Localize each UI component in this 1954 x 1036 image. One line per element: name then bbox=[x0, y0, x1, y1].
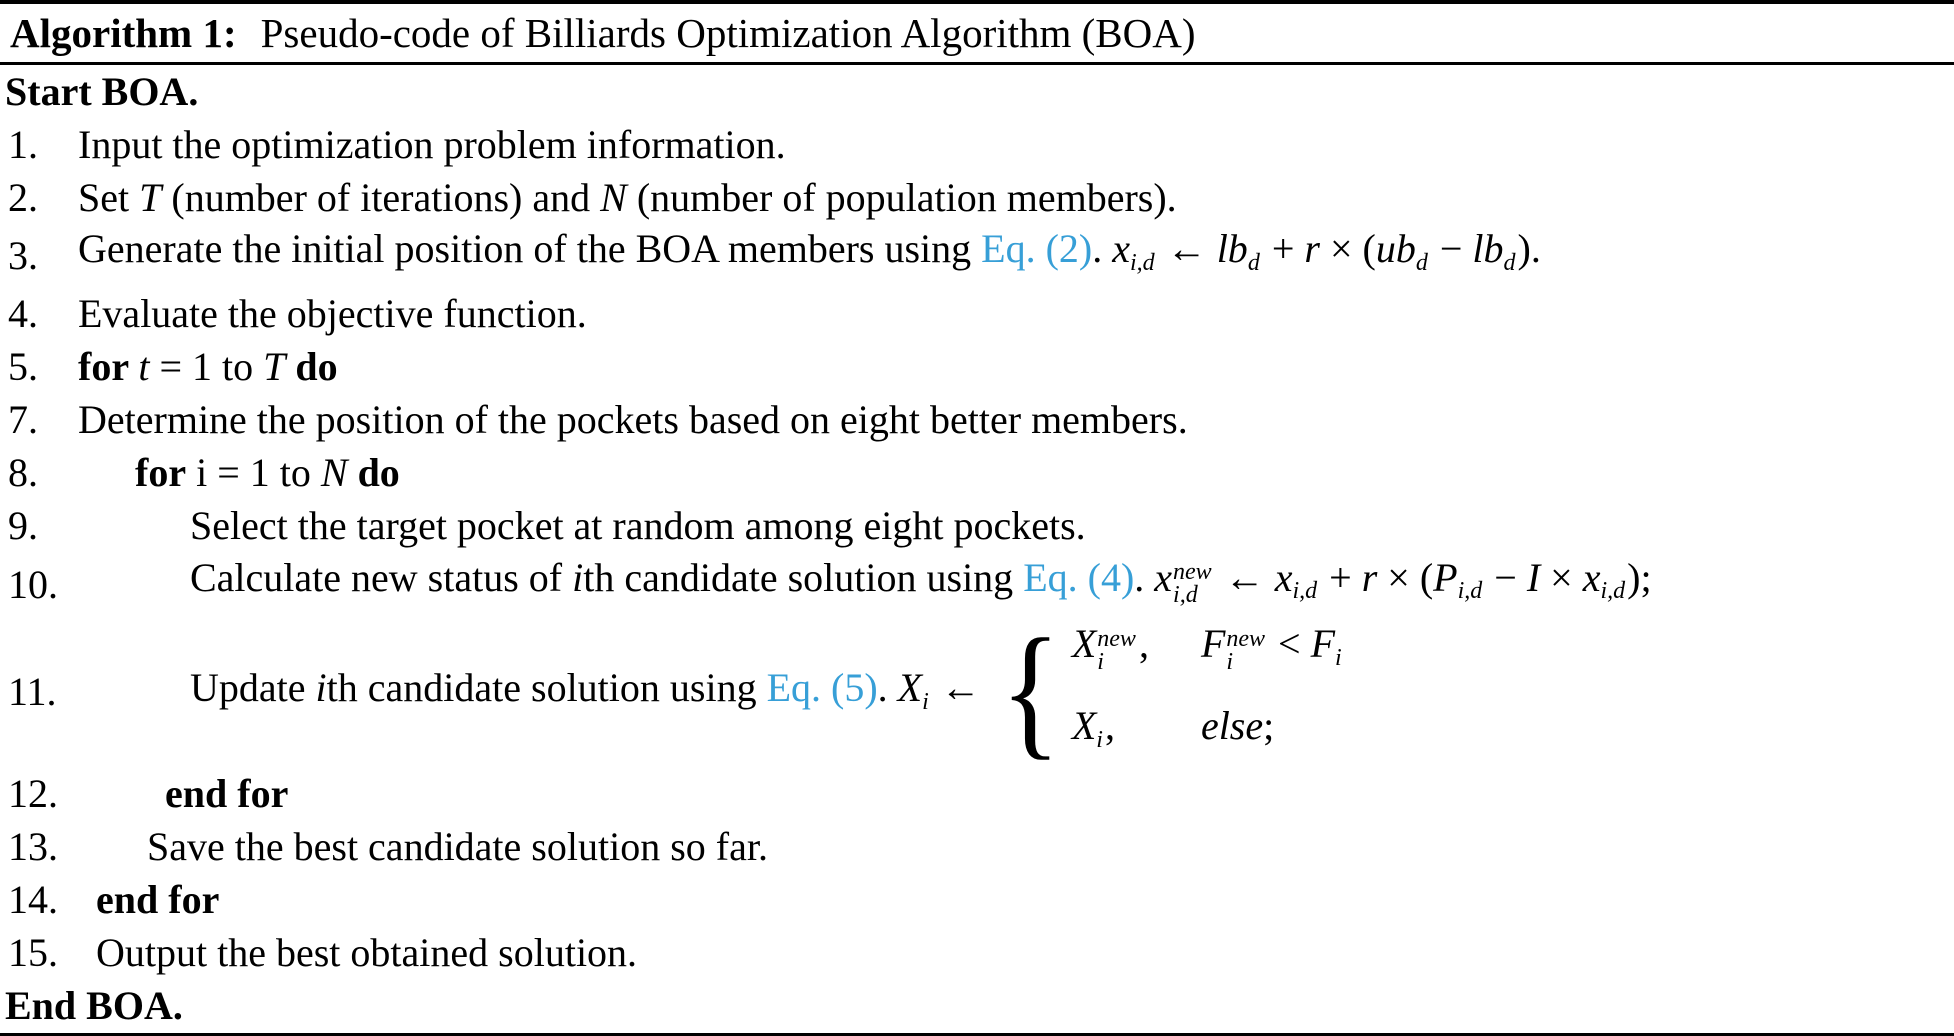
algorithm-line bbox=[0, 288, 1954, 341]
line-content bbox=[0, 289, 587, 339]
text-segment: (number of population members). bbox=[626, 174, 1177, 220]
line-content bbox=[0, 553, 1652, 617]
algorithm-line bbox=[0, 553, 1954, 617]
eq-reference-link[interactable]: Eq. (5) bbox=[766, 665, 878, 711]
bottom-rule bbox=[0, 1033, 1954, 1036]
math-token: ). bbox=[1517, 226, 1541, 271]
eq-reference-link[interactable]: Eq. (2) bbox=[981, 226, 1093, 271]
text-segment: Calculate new status of bbox=[190, 554, 573, 600]
subscript: d bbox=[1503, 249, 1516, 276]
subscript: i,d bbox=[1173, 582, 1198, 609]
line-content bbox=[0, 342, 338, 392]
algorithm-line bbox=[0, 394, 1954, 447]
line-number: 13. bbox=[8, 824, 58, 870]
line-number: 7. bbox=[8, 397, 38, 443]
line-number: 12. bbox=[8, 771, 58, 817]
line-number: 11. bbox=[8, 669, 57, 715]
case-expression bbox=[1072, 698, 1149, 768]
math-token: − bbox=[1429, 226, 1473, 271]
math-token: ; bbox=[1263, 703, 1275, 749]
math-token: ubd bbox=[1375, 226, 1428, 276]
line-content bbox=[0, 173, 1177, 223]
line-number: 5. bbox=[8, 344, 38, 390]
math-token: × ( bbox=[1319, 226, 1376, 271]
math-token: X new i bbox=[1071, 621, 1136, 676]
start-line bbox=[0, 65, 1954, 118]
line-number: 4. bbox=[8, 291, 38, 337]
text-segment: Generate the initial position of the BOA members using bbox=[78, 226, 982, 271]
text-segment: (number of iterations) and bbox=[161, 174, 601, 220]
text-segment: N bbox=[320, 450, 348, 496]
text-segment: for bbox=[135, 450, 187, 496]
math-token: lbd bbox=[1472, 226, 1516, 276]
text-segment: end for bbox=[165, 771, 289, 817]
text-segment: N bbox=[600, 174, 627, 220]
math-token: xi,d bbox=[1112, 226, 1155, 276]
eq-reference-link[interactable]: Eq. (4) bbox=[1023, 554, 1135, 600]
text-segment: Set bbox=[78, 174, 140, 220]
algorithm-line bbox=[0, 224, 1954, 288]
text-segment: T bbox=[139, 174, 162, 220]
text-segment: Evaluate the objective function. bbox=[78, 291, 587, 337]
math-token: + bbox=[1319, 554, 1362, 600]
text-segment: Select the target pocket at random among eight pockets. bbox=[190, 503, 1086, 549]
line-number: 3. bbox=[8, 232, 38, 278]
math-token: , bbox=[1138, 621, 1149, 667]
line-number: 10. bbox=[8, 561, 58, 607]
subscript: i bbox=[1096, 726, 1103, 753]
line-number: 1. bbox=[8, 121, 38, 167]
subscript: i bbox=[1335, 645, 1342, 672]
text-segment: . bbox=[1092, 226, 1113, 271]
subscript: i,d bbox=[1457, 578, 1483, 605]
case-condition bbox=[1201, 616, 1344, 686]
math-token: x new i,d bbox=[1154, 554, 1212, 609]
line-number: 8. bbox=[8, 450, 38, 496]
math-token: xi,d bbox=[1582, 554, 1626, 605]
math-token: r bbox=[1361, 554, 1378, 600]
line-content bbox=[0, 120, 786, 170]
end-line bbox=[0, 980, 1954, 1033]
math-token: else bbox=[1200, 703, 1264, 749]
math-token: , bbox=[1104, 703, 1115, 749]
cases-grid bbox=[1072, 616, 1344, 767]
text-segment: T bbox=[263, 344, 286, 390]
algorithm-label: Algorithm 1: bbox=[10, 10, 237, 56]
math-token: + bbox=[1261, 226, 1305, 271]
line-number: 14. bbox=[8, 877, 58, 923]
algorithm-line bbox=[0, 118, 1954, 171]
left-brace-icon: { bbox=[1000, 609, 1061, 774]
text-segment: th candidate solution using bbox=[326, 665, 767, 711]
line-content bbox=[0, 822, 768, 872]
text-segment: . bbox=[877, 665, 898, 711]
subscript: i,d bbox=[1292, 578, 1318, 605]
cases-block bbox=[995, 609, 1344, 774]
math-expression bbox=[1154, 554, 1652, 609]
subscript: i bbox=[1226, 649, 1234, 676]
text-segment: = 1 to bbox=[149, 344, 264, 390]
text-segment: do bbox=[285, 344, 338, 390]
algorithm-line bbox=[0, 447, 1954, 500]
text-segment: Save the best candidate solution so far. bbox=[147, 824, 768, 870]
line-content bbox=[0, 609, 1344, 774]
text-segment: i = 1 to bbox=[186, 450, 321, 496]
script-stack bbox=[1097, 628, 1136, 674]
subscript: i,d bbox=[1600, 578, 1626, 605]
text-segment: end for bbox=[96, 877, 220, 923]
script-stack bbox=[1226, 628, 1265, 674]
end-label: End BOA. bbox=[5, 983, 183, 1029]
math-token: Fi bbox=[1310, 621, 1342, 672]
line-content bbox=[0, 928, 637, 978]
superscript: new bbox=[1173, 559, 1212, 586]
line-content bbox=[0, 501, 1086, 551]
math-token: ← bbox=[1156, 226, 1217, 271]
line-number: 2. bbox=[8, 174, 38, 220]
algorithm-line bbox=[0, 821, 1954, 874]
math-token: Xi bbox=[1071, 703, 1103, 753]
math-token: r bbox=[1304, 226, 1320, 271]
text-segment: for bbox=[78, 344, 139, 390]
start-label: Start BOA. bbox=[5, 68, 199, 114]
subscript: d bbox=[1415, 249, 1428, 276]
line-number: 15. bbox=[8, 930, 58, 976]
math-token: ← bbox=[1214, 554, 1275, 600]
case-condition bbox=[1201, 698, 1344, 768]
text-segment: . bbox=[1134, 554, 1155, 600]
line-content bbox=[0, 224, 1541, 288]
text-segment: Update bbox=[190, 665, 316, 711]
algorithm-line bbox=[0, 341, 1954, 394]
line-content bbox=[0, 395, 1188, 445]
math-token: ); bbox=[1627, 554, 1652, 600]
text-segment: Input the optimization problem information. bbox=[78, 121, 786, 167]
algorithm-line bbox=[0, 500, 1954, 553]
math-token: < bbox=[1268, 621, 1311, 667]
algorithm-header bbox=[0, 4, 1954, 62]
math-token: lbd bbox=[1216, 226, 1260, 276]
case-expression bbox=[1072, 616, 1149, 686]
text-segment: t bbox=[138, 344, 150, 390]
algorithm-line bbox=[0, 768, 1954, 821]
math-expression bbox=[897, 665, 991, 715]
line-content bbox=[0, 448, 400, 498]
algorithm-body bbox=[0, 65, 1954, 1033]
superscript: new bbox=[1226, 626, 1266, 653]
text-segment: do bbox=[347, 450, 400, 496]
algorithm-line bbox=[0, 927, 1954, 980]
subscript: i,d bbox=[1130, 249, 1155, 276]
text-segment: th candidate solution using bbox=[583, 554, 1024, 600]
text-segment: i bbox=[572, 554, 584, 600]
math-token: xi,d bbox=[1274, 554, 1318, 605]
script-stack bbox=[1173, 561, 1212, 607]
text-segment: Output the best obtained solution. bbox=[96, 930, 638, 976]
math-expression bbox=[1112, 226, 1541, 276]
subscript: d bbox=[1247, 249, 1260, 276]
algorithm-lines bbox=[0, 118, 1954, 980]
algorithm-line bbox=[0, 609, 1954, 774]
math-token: ← bbox=[930, 665, 991, 711]
math-token: × bbox=[1540, 554, 1583, 600]
text-segment: Determine the position of the pockets based on eight better members. bbox=[78, 397, 1188, 443]
algorithm-line bbox=[0, 874, 1954, 927]
math-token: − bbox=[1484, 554, 1527, 600]
text-segment: i bbox=[315, 665, 327, 711]
math-token: × ( bbox=[1377, 554, 1434, 600]
superscript: new bbox=[1097, 626, 1136, 653]
algorithm-title: Pseudo-code of Billiards Optimization Algorithm (BOA) bbox=[260, 10, 1196, 56]
algorithm-line bbox=[0, 171, 1954, 224]
subscript: i bbox=[922, 688, 929, 715]
math-token: I bbox=[1526, 554, 1541, 600]
subscript: i bbox=[1097, 649, 1104, 676]
math-token: Pi,d bbox=[1433, 554, 1483, 605]
line-number: 9. bbox=[8, 503, 38, 549]
math-token: F new i bbox=[1200, 621, 1266, 676]
math-token: Xi bbox=[897, 665, 929, 715]
